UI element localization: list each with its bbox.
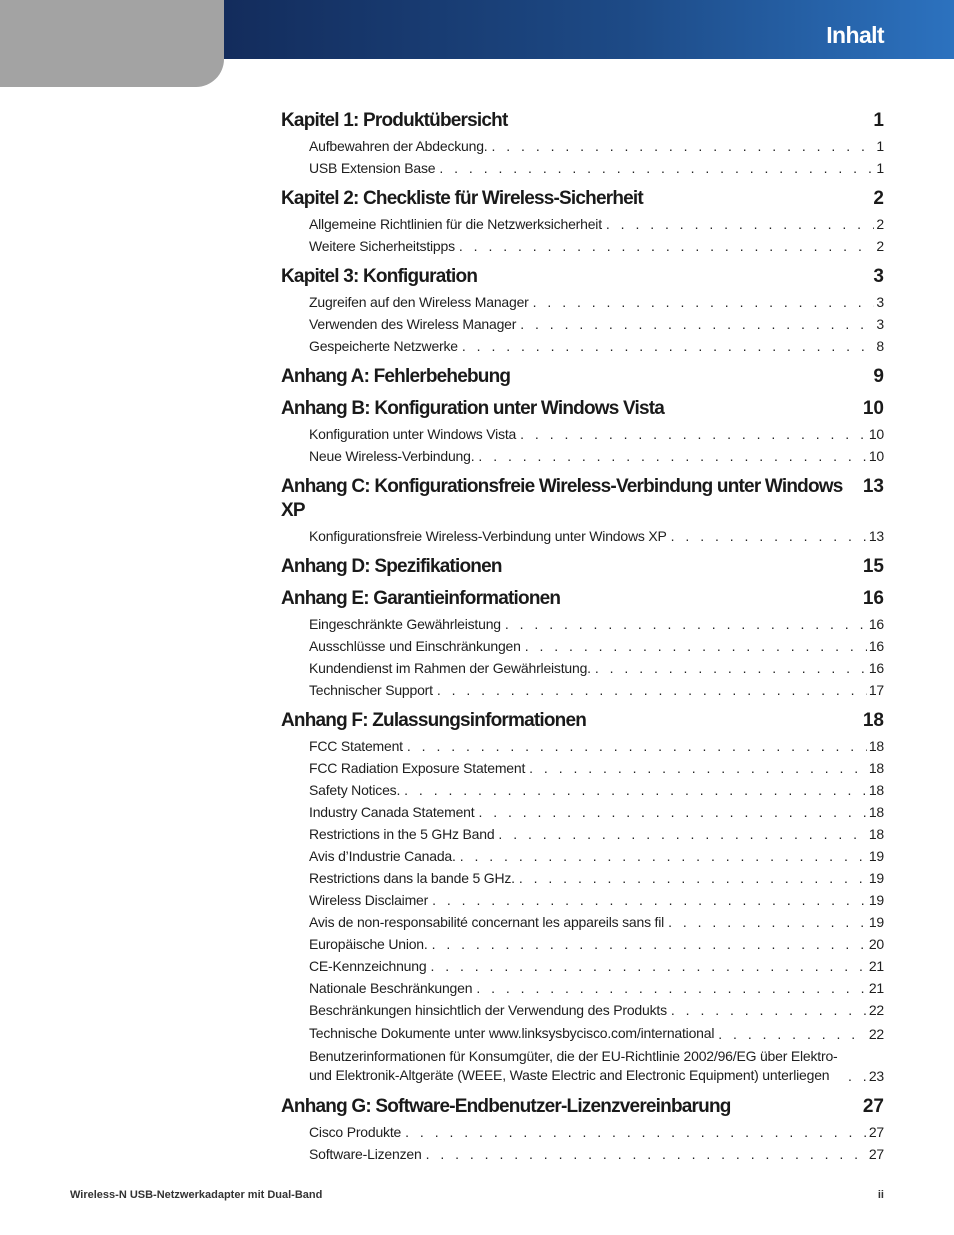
dot-leader <box>668 911 867 933</box>
entry-page-number: 3 <box>876 316 884 332</box>
toc-entry[interactable] <box>309 999 884 1021</box>
toc-entry-list <box>309 613 884 701</box>
chapter-title: Anhang G: Software-Endbenutzer-Lizenzvereinbarung <box>281 1096 731 1117</box>
entry-page-number: 1 <box>876 138 884 154</box>
entry-label: Ausschlüsse und Einschränkungen <box>309 638 521 654</box>
entry-page-number: 2 <box>876 216 884 232</box>
toc-entry[interactable] <box>309 1121 884 1143</box>
toc-entry[interactable] <box>309 635 884 657</box>
entry-page-number: 19 <box>868 914 884 930</box>
toc-entry[interactable] <box>309 1143 884 1165</box>
entry-label: Allgemeine Richtlinien für die Netzwerksicherheit <box>309 216 602 232</box>
footer-page-number: ii <box>877 1189 884 1201</box>
entry-page-number: 8 <box>876 338 884 354</box>
entry-label: FCC Radiation Exposure Statement <box>309 760 526 776</box>
toc-entry[interactable] <box>309 235 884 257</box>
dot-leader <box>492 135 875 157</box>
toc-entry[interactable] <box>309 657 884 679</box>
chapter-title: Kapitel 3: Konfiguration <box>281 266 478 287</box>
entry-label: USB Extension Base <box>309 160 436 176</box>
entry-label: Technische Dokumente unter www.linksysbycisco.com/international <box>309 1025 715 1041</box>
entry-page-number: 10 <box>868 426 884 442</box>
entry-page-number: 19 <box>868 870 884 886</box>
toc-chapter[interactable] <box>281 555 884 579</box>
entry-page-number: 18 <box>868 782 884 798</box>
dot-leader <box>432 933 867 955</box>
toc-entry[interactable] <box>309 335 884 357</box>
entry-label: Konfigurationsfreie Wireless-Verbindung unter Windows XP <box>309 528 667 544</box>
entry-page-number: 20 <box>868 936 884 952</box>
entry-label: Avis de non-responsabilité concernant les appareils sans fil <box>309 914 665 930</box>
toc-entry[interactable] <box>309 933 884 955</box>
chapter-title: Anhang A: Fehlerbehebung <box>281 366 511 387</box>
entry-page-number: 16 <box>868 616 884 632</box>
toc-chapter[interactable] <box>281 1095 884 1119</box>
header-bar <box>224 0 954 59</box>
toc-entry-list <box>309 525 884 547</box>
entry-page-number: 23 <box>868 1068 884 1084</box>
chapter-page-number: 3 <box>873 266 884 287</box>
entry-label: Konfiguration unter Windows Vista <box>309 426 517 442</box>
chapter-title: Anhang C: Konfigurationsfreie Wireless-Verbindung unter Windows XP <box>281 476 843 521</box>
entry-page-number: 13 <box>868 528 884 544</box>
dot-leader <box>595 657 867 679</box>
toc-entry[interactable] <box>309 1047 884 1087</box>
toc-chapter[interactable] <box>281 475 884 523</box>
entry-label: Benutzerinformationen für Konsumgüter, die der EU-Richtlinie 2002/96/EG über Elektro- und Elektronik-Altgeräte (WEEE, Waste Electric and Electronic Equipment) unterliegen <box>309 1048 838 1083</box>
entry-label: Europäische Union. <box>309 936 428 952</box>
toc-entry-list <box>309 291 884 357</box>
chapter-title: Kapitel 2: Checkliste für Wireless-Sicherheit <box>281 188 643 209</box>
toc-entry[interactable] <box>309 525 884 547</box>
entry-label: Neue Wireless-Verbindung. <box>309 448 475 464</box>
table-of-contents <box>281 109 884 1165</box>
entry-label: Verwenden des Wireless Manager <box>309 316 517 332</box>
entry-page-number: 27 <box>868 1146 884 1162</box>
toc-entry[interactable] <box>309 889 884 911</box>
entry-page-number: 18 <box>868 738 884 754</box>
dot-leader <box>498 823 866 845</box>
dot-leader <box>519 867 867 889</box>
toc-entry[interactable] <box>309 679 884 701</box>
dot-leader <box>525 635 867 657</box>
dot-leader <box>460 845 867 867</box>
chapter-page-number: 1 <box>873 110 884 131</box>
toc-entry[interactable] <box>309 867 884 889</box>
chapter-page-number: 10 <box>862 398 884 419</box>
entry-page-number: 21 <box>868 958 884 974</box>
dot-leader <box>520 313 874 335</box>
entry-page-number: 18 <box>868 760 884 776</box>
toc-entry[interactable] <box>309 291 884 313</box>
entry-page-number: 1 <box>876 160 884 176</box>
entry-label: Beschränkungen hinsichtlich der Verwendung des Produkts <box>309 1002 667 1018</box>
entry-label: Nationale Beschränkungen <box>309 980 473 996</box>
entry-page-number: 22 <box>868 1026 884 1042</box>
entry-page-number: 21 <box>868 980 884 996</box>
toc-entry-list <box>309 135 884 179</box>
entry-label: Zugreifen auf den Wireless Manager <box>309 294 529 310</box>
dot-leader <box>432 889 867 911</box>
toc-entry[interactable] <box>309 779 884 801</box>
entry-label: Weitere Sicherheitstipps <box>309 238 455 254</box>
entry-page-number: 2 <box>876 238 884 254</box>
dot-leader <box>439 157 874 179</box>
entry-label: Technischer Support <box>309 682 433 698</box>
dot-leader <box>476 977 866 999</box>
entry-label: Cisco Produkte <box>309 1124 402 1140</box>
toc-entry-list <box>309 423 884 467</box>
dot-leader <box>671 999 867 1021</box>
entry-page-number: 16 <box>868 638 884 654</box>
toc-chapter[interactable] <box>281 109 884 133</box>
dot-leader <box>430 955 866 977</box>
page-title: Inhalt <box>826 22 884 48</box>
toc-chapter[interactable] <box>281 397 884 421</box>
dot-leader <box>848 1065 867 1087</box>
toc-chapter[interactable] <box>281 587 884 611</box>
chapter-page-number: 9 <box>873 366 884 387</box>
chapter-title: Kapitel 1: Produktübersicht <box>281 110 508 131</box>
dot-leader <box>533 291 875 313</box>
toc-entry[interactable] <box>309 823 884 845</box>
toc-chapter[interactable] <box>281 187 884 211</box>
chapter-page-number: 16 <box>862 588 884 609</box>
entry-label: Restrictions dans la bande 5 GHz. <box>309 870 515 886</box>
toc-entry[interactable] <box>309 135 884 157</box>
toc-entry-list <box>309 213 884 257</box>
toc-entry[interactable] <box>309 1023 884 1045</box>
dot-leader <box>459 235 875 257</box>
toc-entry-list <box>309 735 884 1087</box>
toc-chapter[interactable] <box>281 265 884 289</box>
chapter-title: Anhang F: Zulassungsinformationen <box>281 710 587 731</box>
toc-entry[interactable] <box>309 735 884 757</box>
entry-page-number: 18 <box>868 804 884 820</box>
toc-chapter[interactable] <box>281 365 884 389</box>
dot-leader <box>671 525 867 547</box>
entry-page-number: 17 <box>868 682 884 698</box>
entry-label: Aufbewahren der Abdeckung. <box>309 138 488 154</box>
entry-label: Safety Notices. <box>309 782 401 798</box>
dot-leader <box>520 423 867 445</box>
toc-entry[interactable] <box>309 801 884 823</box>
entry-label: CE-Kennzeichnung <box>309 958 427 974</box>
dot-leader <box>718 1023 867 1045</box>
toc-entry-list <box>309 1121 884 1165</box>
toc-entry[interactable] <box>309 613 884 635</box>
corner-tab <box>0 0 224 87</box>
dot-leader <box>404 779 867 801</box>
dot-leader <box>405 1121 867 1143</box>
entry-page-number: 27 <box>868 1124 884 1140</box>
entry-label: Gespeicherte Netzwerke <box>309 338 458 354</box>
footer-product-name: Wireless-N USB-Netzwerkadapter mit Dual-Band <box>70 1189 323 1201</box>
entry-label: Industry Canada Statement <box>309 804 475 820</box>
chapter-page-number: 27 <box>862 1096 884 1117</box>
toc-entry[interactable] <box>309 977 884 999</box>
toc-entry[interactable] <box>309 423 884 445</box>
dot-leader <box>462 335 875 357</box>
toc-entry[interactable] <box>309 955 884 977</box>
entry-label: FCC Statement <box>309 738 403 754</box>
toc-entry[interactable] <box>309 445 884 467</box>
chapter-page-number: 15 <box>862 556 884 577</box>
chapter-title: Anhang E: Garantieinformationen <box>281 588 561 609</box>
entry-label: Avis d’Industrie Canada. <box>309 848 456 864</box>
dot-leader <box>437 679 867 701</box>
dot-leader <box>426 1143 867 1165</box>
chapter-title: Anhang D: Spezifikationen <box>281 556 502 577</box>
entry-label: Wireless Disclaimer <box>309 892 429 908</box>
dot-leader <box>505 613 867 635</box>
dot-leader <box>478 801 866 823</box>
toc-entry[interactable] <box>309 845 884 867</box>
dot-leader <box>407 735 867 757</box>
toc-entry[interactable] <box>309 911 884 933</box>
chapter-page-number: 18 <box>862 710 884 731</box>
dot-leader <box>478 445 866 467</box>
chapter-title: Anhang B: Konfiguration unter Windows Vista <box>281 398 665 419</box>
entry-page-number: 19 <box>868 848 884 864</box>
toc-chapter[interactable] <box>281 709 884 733</box>
toc-entry[interactable] <box>309 213 884 235</box>
entry-label: Software-Lizenzen <box>309 1146 422 1162</box>
toc-entry[interactable] <box>309 157 884 179</box>
chapter-page-number: 2 <box>873 188 884 209</box>
entry-label: Eingeschränkte Gewährleistung <box>309 616 501 632</box>
dot-leader <box>606 213 875 235</box>
entry-page-number: 16 <box>868 660 884 676</box>
toc-entry[interactable] <box>309 757 884 779</box>
entry-page-number: 10 <box>868 448 884 464</box>
entry-page-number: 3 <box>876 294 884 310</box>
entry-page-number: 18 <box>868 826 884 842</box>
entry-page-number: 22 <box>868 1002 884 1018</box>
entry-label: Kundendienst im Rahmen der Gewährleistung. <box>309 660 591 676</box>
chapter-page-number: 13 <box>862 476 884 497</box>
toc-entry[interactable] <box>309 313 884 335</box>
entry-page-number: 19 <box>868 892 884 908</box>
dot-leader <box>529 757 867 779</box>
entry-label: Restrictions in the 5 GHz Band <box>309 826 495 842</box>
